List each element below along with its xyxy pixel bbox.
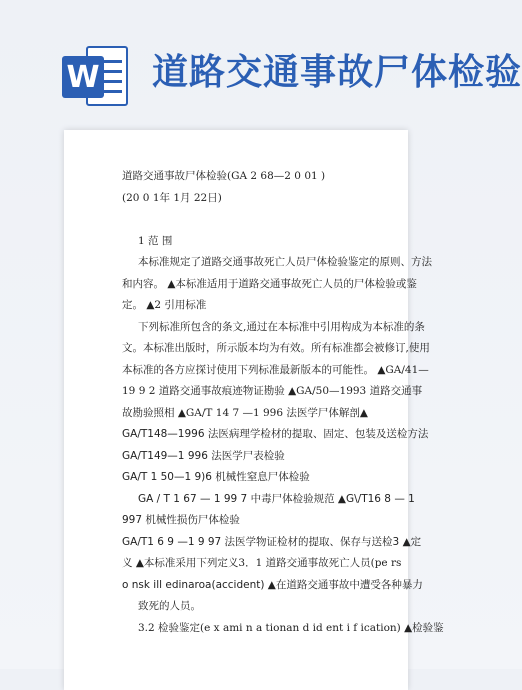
doc-line: GA/T149—1 996 法医学尸表检验 bbox=[122, 449, 285, 462]
doc-line: 故勘验照相 ▲GA/T 14 7 —1 996 法医学尸体解剖▲ bbox=[122, 406, 368, 419]
doc-line: GA/T 1 50—1 9)6 机械性窒息尸体检验 bbox=[122, 471, 310, 483]
doc-title: 道路交通事故尸体检验(GA 2 68—2 0 01 ) bbox=[122, 170, 326, 182]
doc-line: 定。 ▲2 引用标准 bbox=[122, 299, 207, 311]
doc-line: GA / T 1 67 — 1 99 7 中毒尸体检验规范 ▲G\/T16 8 — 1 bbox=[138, 492, 415, 505]
doc-date: (20 0 1年 1月 22日) bbox=[122, 191, 222, 204]
doc-line: 本标准的各方应探讨使用下列标准最新版本的可能性。 ▲GA/41— bbox=[122, 363, 429, 376]
doc-line: 义 ▲本标准采用下列定义3．1 道路交通事故死亡人员(pe rs bbox=[122, 557, 402, 569]
doc-line: 致死的人员。 bbox=[138, 600, 201, 612]
section-heading: 1 范 围 bbox=[138, 234, 173, 247]
doc-line: 997 机械性损伤尸体检验 bbox=[122, 514, 240, 526]
doc-line bbox=[122, 209, 384, 231]
doc-line: GA/T148—1996 法医病理学检材的提取、固定、包装及送检方法 bbox=[122, 428, 429, 440]
doc-line: 3.2 检验鉴定(e x ami n a tionan d id ent i f ication) ▲检验鉴 bbox=[138, 621, 444, 634]
doc-line: 下列标准所包含的条文,通过在本标准中引用构成为本标准的条 bbox=[138, 320, 425, 333]
doc-line: o nsk ill edinaroa(accident) ▲在道路交通事故中遭受各种暴力 bbox=[122, 578, 423, 591]
word-app-icon bbox=[60, 40, 132, 112]
doc-line: 文。本标准出版时，所示版本均为有效。所有标准都会被修订,使用 bbox=[122, 342, 430, 354]
document-banner bbox=[0, 0, 522, 130]
document-page bbox=[64, 130, 444, 690]
doc-line: 和内容。 ▲本标准适用于道路交通事故死亡人员的尸体检验或鉴 bbox=[122, 277, 417, 290]
banner-title: 道路交通事故尸体检验 bbox=[152, 52, 522, 93]
word-icon-letter: W bbox=[62, 56, 104, 98]
doc-line: 19 9 2 道路交通事故痕迹物证勘验 ▲GA/50—1993 道路交通事 bbox=[122, 385, 423, 397]
doc-line: GA/T1 6 9 —1 9 97 法医学物证检材的提取、保存与送检3 ▲定 bbox=[122, 535, 422, 548]
doc-line: 本标准规定了道路交通事故死亡人员尸体检验鉴定的原则、方法 bbox=[138, 256, 432, 268]
document-body bbox=[122, 166, 444, 639]
